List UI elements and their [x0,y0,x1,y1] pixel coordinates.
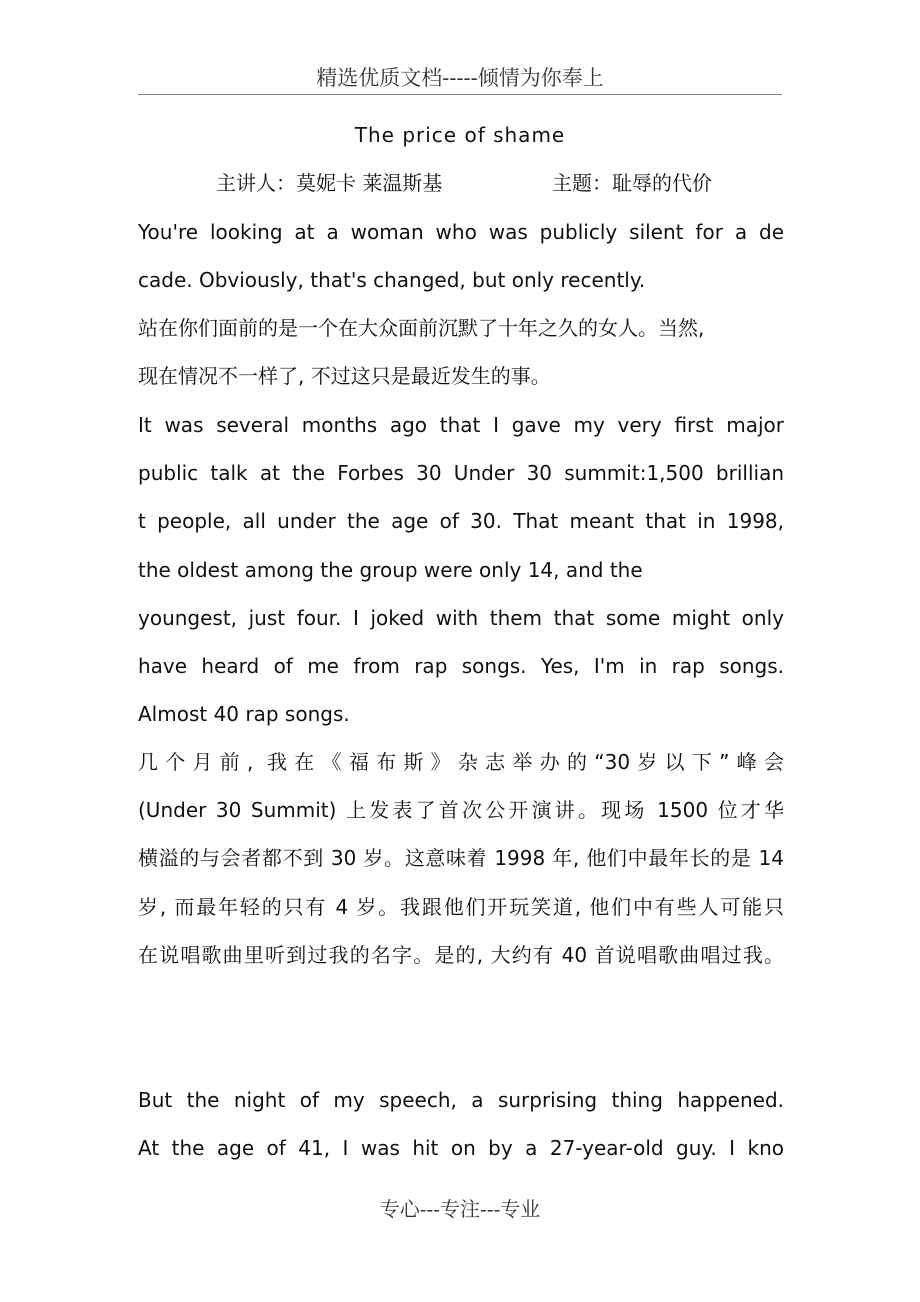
text-line: t people, all under the age of 30. That meant that in 1998, [138,509,784,533]
page-header: 精选优质文档-----倾情为你奉上 [138,62,782,95]
text-line: But the night of my speech, a surprising thing happened. [138,1088,784,1112]
text-line: 现在情况不一样了, 不过这只是最近发生的事。 [138,364,551,388]
text-line: have heard of me from rap songs. Yes, I'm in rap songs. [138,654,784,678]
text-line: (Under 30 Summit) 上发表了首次公开演讲。现场 1500 位才华 [138,798,784,822]
text-line: It was several months ago that I gave my very first major [138,413,784,437]
text-line: 横溢的与会者都不到 30 岁。这意味着 1998 年, 他们中最年长的是 14 [138,846,784,870]
text-line: public talk at the Forbes 30 Under 30 summit:1,500 brillian [138,461,784,485]
speaker-label: 主讲人：莫妮卡 莱温斯基 [216,171,443,195]
text-line: the oldest among the group were only 14, and the [138,558,643,582]
text-line: You're looking at a woman who was publicly silent for a de [138,220,784,244]
text-line: At the age of 41, I was hit on by a 27-year-old guy. I kno [138,1136,784,1160]
document-title: The price of shame [354,123,566,147]
text-line: 在说唱歌曲里听到过我的名字。是的, 大约有 40 首说唱歌曲唱过我。 [138,943,784,967]
text-line: Almost 40 rap songs. [138,702,350,726]
text-line: cade. Obviously, that's changed, but only recently. [138,268,646,292]
text-line: 站在你们面前的是一个在大众面前沉默了十年之久的女人。当然, [138,316,705,340]
text-line: youngest, just four. I joked with them that some might only [138,606,784,630]
text-line: 几个月前, 我在《福布斯》杂志举办的“30岁以下”峰会 [138,750,784,774]
page-footer: 专心---专注---专业 [379,1197,541,1221]
text-line: 岁, 而最年轻的只有 4 岁。我跟他们开玩笑道, 他们中有些人可能只 [138,895,784,919]
topic-label: 主题：耻辱的代价 [552,171,712,195]
